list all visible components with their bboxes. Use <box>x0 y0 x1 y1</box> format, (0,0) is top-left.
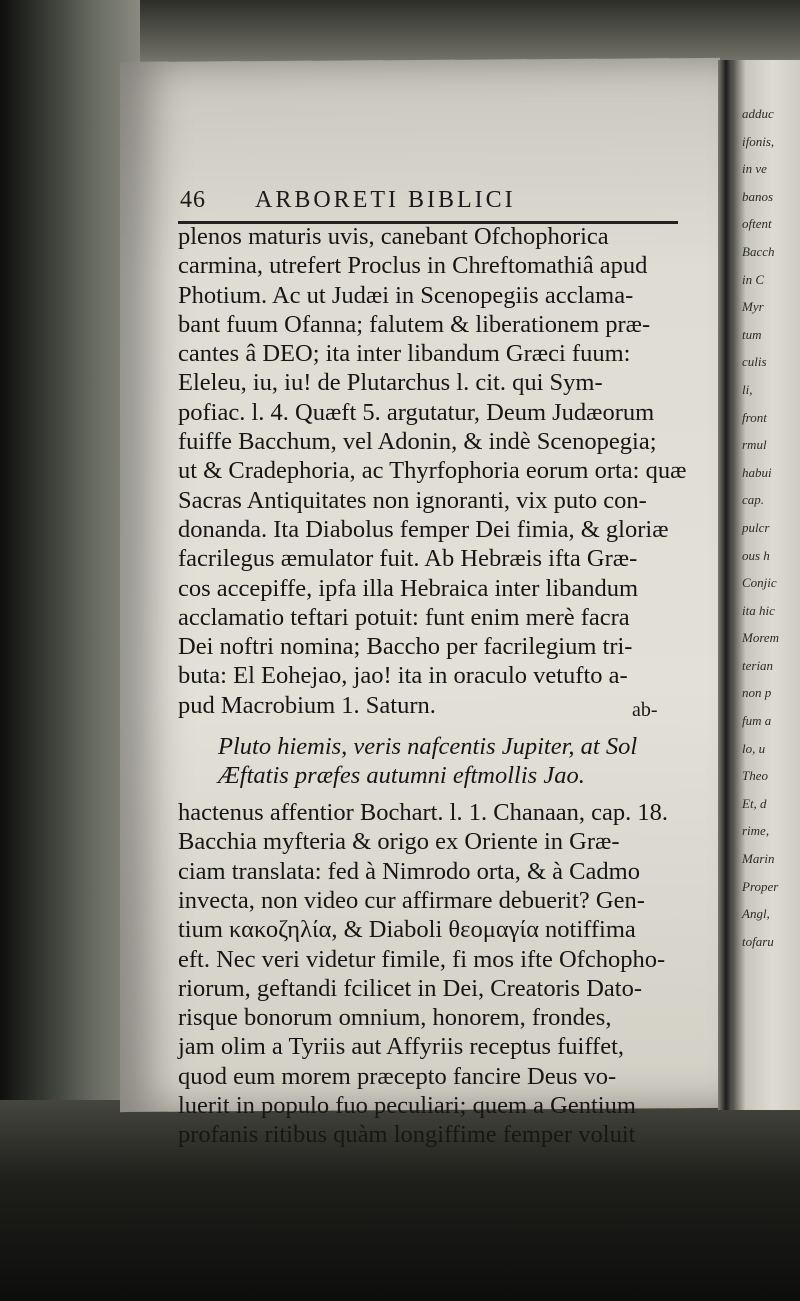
body-text <box>178 222 688 1150</box>
facing-page-line: tum <box>742 326 762 342</box>
facing-page-line: fum a <box>742 713 772 729</box>
facing-page-line: habui <box>742 464 772 480</box>
facing-page-line: adduc <box>742 106 774 121</box>
facing-page-line: Conjic <box>742 575 777 591</box>
facing-page-line: Theo <box>742 768 768 784</box>
facing-page-line: lo, u <box>742 740 766 756</box>
text-line: jam olim a Tyriis aut Affyriis receptus fuiffet, <box>178 1033 625 1061</box>
facing-page-line: li, <box>742 381 753 397</box>
paragraph-1 <box>178 222 688 720</box>
text-line: Eleleu, iu, iu! de Plutarchus l. cit. qui Sym- <box>178 369 603 397</box>
running-title: ARBORETI BIBLICI <box>255 187 516 213</box>
facing-page-line: Angl, <box>742 906 770 922</box>
text-line: cos accepiffe, ipfa illa Hebraica inter libandum <box>178 574 639 602</box>
text-line: ciam translata: fed à Nimrodo orta, & à Cadmo <box>178 857 640 885</box>
text-line: acclamatio teftari potuit: funt enim merè facra <box>178 603 630 631</box>
facing-page-line: ous h <box>742 547 770 563</box>
text-line: cantes â DEO; ita inter libandum Græci fuum: <box>178 340 631 368</box>
citation-line: Æftatis præfes autumni eftmollis Jao. <box>218 762 585 790</box>
text-line: pofiac. l. 4. Quæft 5. argutatur, Deum Judæorum <box>178 398 655 426</box>
facing-page-line: pulcr <box>742 519 770 535</box>
text-line: quod eum morem præcepto fancire Deus vo- <box>178 1062 617 1090</box>
text-line: riorum, geftandi fcilicet in Dei, Creatoris Dato- <box>178 974 642 1002</box>
facing-page-line: front <box>742 409 767 425</box>
text-line: fuiffe Bacchum, vel Adonin, & indè Scenopegia; <box>178 428 657 456</box>
facing-page-line: culis <box>742 354 767 370</box>
text-line: profanis ritibus quàm longiffime femper voluit <box>178 1121 636 1149</box>
facing-page-line: tofaru <box>742 933 774 949</box>
text-line: ut & Cradephoria, ac Thyrfophoria eorum orta: quæ <box>178 457 687 485</box>
text-line: luerit in populo fuo peculiari; quem a Gentium <box>178 1092 636 1120</box>
facing-page-line: Marin <box>742 851 775 867</box>
verse-citation <box>178 732 688 790</box>
facing-page-line: Bacch <box>742 243 775 259</box>
facing-page-line: Myr <box>742 299 764 315</box>
facing-page-line: Proper <box>742 878 779 894</box>
page-number: 46 <box>180 187 206 213</box>
facing-page-line: Morem <box>742 630 780 646</box>
facing-page-line: ifonis, <box>742 133 775 149</box>
catchword: ab- <box>632 699 658 721</box>
text-line: pud Macrobium 1. Saturn. <box>178 691 436 719</box>
text-line: bant fuum Ofanna; falutem & liberationem præ- <box>178 310 651 338</box>
facing-page-line: terian <box>742 657 774 673</box>
facing-page <box>732 60 800 1110</box>
text-line: donanda. Ita Diabolus femper Dei fimia, & gloriæ <box>178 515 669 543</box>
text-line: Dei noftri nomina; Baccho per facrilegium tri- <box>178 633 633 661</box>
facing-page-line: Et, d <box>742 795 767 811</box>
facing-page-line: oftent <box>742 216 772 232</box>
text-line: risque bonorum omnium, honorem, frondes, <box>178 1004 612 1032</box>
text-line: hactenus affentior Bochart. l. 1. Chanaan, cap. 18. <box>178 799 669 827</box>
citation-line: Pluto hiemis, veris nafcentis Jupiter, at Sol <box>218 733 638 761</box>
facing-page-line: ita hic <box>742 602 775 618</box>
text-line: Sacras Antiquitates non ignoranti, vix puto con- <box>178 486 647 514</box>
facing-page-line: rmul <box>742 437 767 453</box>
text-line: buta: El Eohejao, jao! ita in oraculo vetufto a- <box>178 662 628 690</box>
facing-page-line: non p <box>742 685 772 701</box>
text-line: eft. Nec veri videtur fimile, fi mos ifte Ofchopho- <box>178 945 666 973</box>
text-line: Photium. Ac ut Judæi in Scenopegiis acclama- <box>178 281 634 309</box>
facing-page-line: in ve <box>742 161 767 177</box>
text-line: invecta, non video cur affirmare debuerit? Gen- <box>178 886 645 914</box>
text-line: facrilegus æmulator fuit. Ab Hebræis ifta Græ- <box>178 545 638 573</box>
facing-page-line: banos <box>742 188 774 204</box>
text-line: plenos maturis uvis, canebant Ofchophorica <box>178 223 609 250</box>
text-line: Bacchia myfteria & origo ex Oriente in Græ- <box>178 828 620 856</box>
paragraph-2 <box>178 798 688 1150</box>
facing-page-line: in C <box>742 271 765 287</box>
facing-page-line: rime, <box>742 823 770 839</box>
facing-page-line: cap. <box>742 492 765 508</box>
text-line: carmina, utrefert Proclus in Chreftomathiâ apud <box>178 252 648 280</box>
facing-page-text <box>742 100 800 955</box>
text-line: tium κακοζηλία, & Diaboli θεομαγία notiffima <box>178 916 636 944</box>
